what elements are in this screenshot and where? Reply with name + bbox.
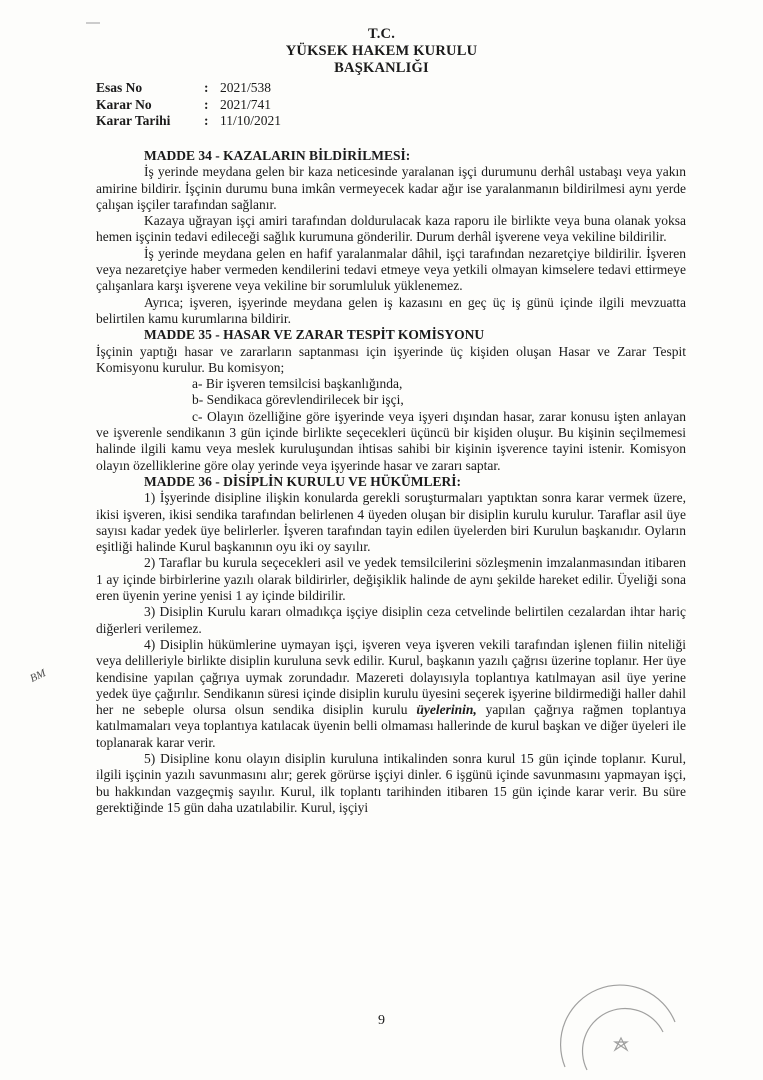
meta-key: Karar No [96, 96, 152, 112]
header-line-institution: YÜKSEK HAKEM KURULU [285, 43, 478, 59]
article-36-paragraph-4-text-a: 4) Disiplin hükümlerine uymayan işçi, işveren veya işveren vekili tarafından işlenen fiilin niteliği veya delilleriyle birlikte disiplin kuruluna sevk edilir. Kurul, başkanın yazılı çağrısı üzerine toplanır. Her üye kendisine yapılan çağrıya uymak zorundadır. Mazereti dolayısıyla toplantıya katılmayan asil üye yerine yedek üye çağırılır. Sendikanın süresi içinde disiplin kurulu üyesini seçerek işyerine bildirmediği haller dahil her ne sebeple olursa olsun sendika disiplin kurulu [96, 636, 686, 718]
meta-row-date [96, 113, 281, 130]
article-36-paragraph-4 [96, 637, 686, 751]
article-36-paragraph-5: 5) Disipline konu olayın disiplin kuruluna intikalinden sonra kurul 15 gün içinde toplanır. Kurul, ilgili işçinin yazılı savunmasını alır; gerek görürse işçiyi dinler. 6 işgünü içinde savunmasını yapmayan işçi, bu hakkından vazgeçmiş sayılır. Kurul, ilk toplantı tarihinden itibaren 15 gün içinde karar verir. Bu süre gerektiğinde 15 gün daha uzatılabilir. Kurul, işçiyi [96, 750, 686, 815]
article-36-paragraph-4-text-b: yapılan çağrıya rağmen toplantıya katılmamaları veya toplantıya katılacak üyenin belli olmaması hallerinde de kurul başkan ve diğer üyeleri ile toplanarak karar verir. [96, 702, 686, 750]
article-35-item-a: a- Bir işveren temsilcisi başkanlığında, [192, 376, 403, 392]
article-35-item-c: c- Olayın özelliğine göre işyerinde veya işyeri dışından hasar, zarar konusu işten anlayan ve işverenle sendikanın 3 gün içinde birlikte seçecekleri üçüncü bir kişiden oluşur. Bu kişinin seçilmemesi halinde ilgili kamu veya meslek kuruluşundan ihtisas sahibi bir kişinin işverence tayini istenir. Komisyon olayın özelliklerine göre olay yerinde veya işyerinde hasar ve zararı saptar. [96, 408, 686, 473]
margin-initials: BM [28, 667, 48, 685]
article-36-paragraph-2: 2) Taraflar bu kurula seçecekleri asil ve yedek temsilcilerini sözleşmenin imzalanmasından itibaren 1 ay içinde birbirlerine yazılı olarak bildirirler, değişiklik halinde de aynı şekilde hareket edilir. Üyeliği sona eren üyenin yerine yenisi 1 ay içinde bildirilir. [96, 555, 686, 604]
page-number: 9 [378, 1013, 385, 1028]
meta-separator: : [204, 80, 209, 95]
article-36-title: MADDE 36 - DİSİPLİN KURULU VE HÜKÜMLERİ: [144, 473, 462, 489]
meta-value: 11/10/2021 [220, 113, 282, 128]
article-34-paragraph-3: İş yerinde meydana gelen en hafif yaralanmalar dâhil, işçi tarafından nezaretçiye bildirilir. İşveren veya nezaretçiye haber vermeden kendilerini tedavi etmeye veya yetkili olmayan kimselere tedavi ettirmeye çalışanlara karşı işverene veya vekiline bir sorumluluk yüklenemez. [96, 245, 686, 294]
document-header [0, 26, 763, 77]
header-line-tc: T.C. [367, 26, 396, 42]
meta-row-esas [96, 80, 281, 97]
meta-row-karar [96, 97, 281, 114]
meta-key: Karar Tarihi [96, 113, 171, 128]
article-36-paragraph-4-emphasis: üyelerinin, [416, 702, 477, 718]
case-metadata [96, 80, 281, 130]
article-35-item-b: b- Sendikaca görevlendirilecek bir işçi, [192, 392, 404, 408]
article-35-title: MADDE 35 - HASAR VE ZARAR TESPİT KOMİSYONU [144, 327, 485, 343]
article-35-paragraph-1: İşçinin yaptığı hasar ve zararların saptanması için işyerinde üç kişiden oluşan Hasar ve Zarar Tespit Komisyonu kurulur. Bu komisyon; [96, 343, 686, 375]
meta-separator: : [204, 96, 209, 112]
article-34-paragraph-1: İş yerinde meydana gelen bir kaza neticesinde yaralanan işçi durumunu derhâl ustabaşı veya yakın amirine bildirir. İşçinin durumu buna imkân vermeyecek kadar ağır ise yaralanmanın bildirilmesi aynı yerde çalışan işçiler tarafından sağlanır. [96, 164, 686, 212]
meta-value: 2021/538 [220, 80, 272, 95]
meta-key: Esas No [96, 80, 143, 95]
meta-value: 2021/741 [220, 96, 272, 112]
header-line-presidency: BAŞKANLIĞI [334, 60, 429, 76]
article-36-paragraph-3: 3) Disiplin Kurulu kararı olmadıkça işçiye disiplin ceza cetvelinde belirtilen cezalardan ihtar hariç diğerleri verilemez. [96, 604, 686, 636]
document-body [96, 148, 686, 816]
article-34-paragraph-4: Ayrıca; işveren, işyerinde meydana gelen iş kazasını en geç üç iş günü içinde ilgili mevzuatta belirtilen kamu kurumlarına bildirir. [96, 294, 686, 326]
scan-mark [86, 22, 100, 24]
article-34-paragraph-2: Kazaya uğrayan işçi amiri tarafından doldurulacak kaza raporu ile birlikte veya buna olanak yoksa hemen işçinin tedavi edileceği sağlık kurumuna gönderilir. Durum derhâl işverene veya vekiline bildirilir. [96, 213, 686, 245]
article-34-title: MADDE 34 - KAZALARIN BİLDİRİLMESİ: [144, 148, 411, 163]
article-36-paragraph-1: 1) İşyerinde disipline ilişkin konularda gerekli soruşturmaları yaptıktan sonra karar vermek üzere, ikisi işveren, ikisi sendika tarafından belirlenen 4 üyeden oluşan bir disiplin kurulu kurulur. Taraflar asil üye sayısı kadar yedek üye belirlerler. İşveren tarafından tayin edilen üyelerden biri Kurulun başkanıdır. Oyların eşitliği halinde Kurul başkanının oyu iki oy sayılır. [96, 490, 686, 555]
stamp-star-icon [615, 1038, 627, 1050]
meta-separator: : [204, 113, 209, 128]
